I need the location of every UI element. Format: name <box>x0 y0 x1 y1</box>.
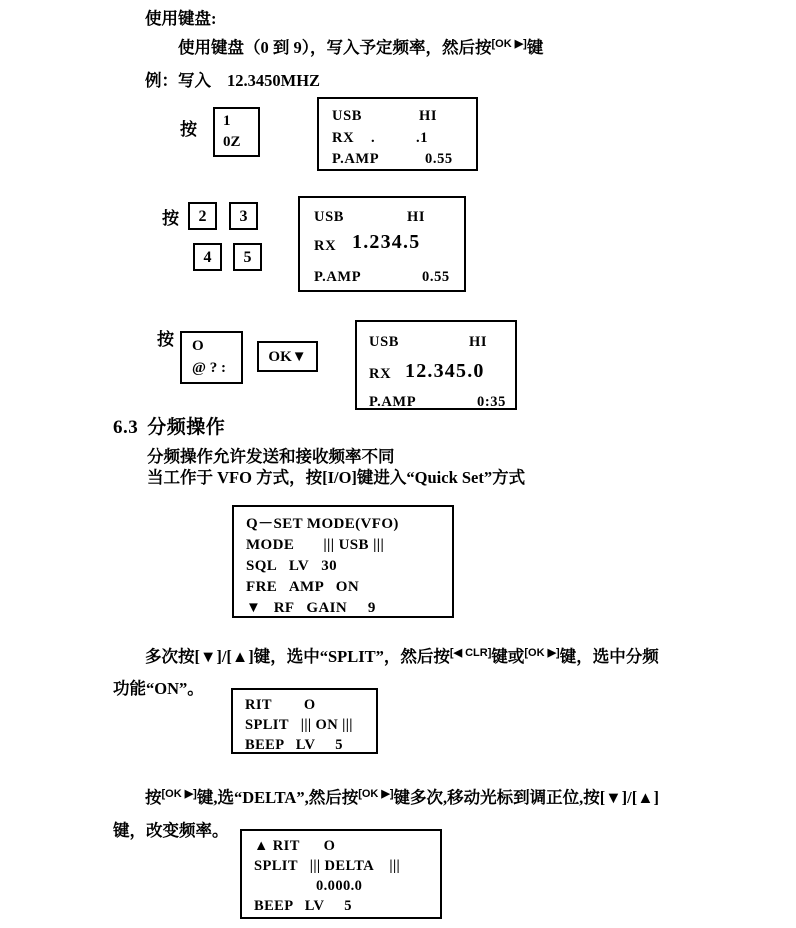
delta-instruction-line2: 键，改变频率。 <box>113 821 229 840</box>
press-label-3: 按 <box>157 330 174 349</box>
lcd1-rx-value: .1 <box>416 130 429 146</box>
clr-key-label: [◀ CLR] <box>449 647 492 659</box>
example-label: 例：写入 <box>145 71 211 90</box>
delta-text-2: 键,选“DELTA”,然后按 <box>196 788 359 807</box>
lcd3-rx-label: RX <box>369 366 392 382</box>
split-instruction-line2: 功能“ON”。 <box>113 679 204 698</box>
delta-line-beep: BEEP LV 5 <box>254 898 352 914</box>
lcd1-rx-dot: . <box>371 130 376 146</box>
ok-key-label: [OK ▶] <box>524 647 560 659</box>
key-top-label: 1 <box>223 113 231 129</box>
rit-line-beep: BEEP LV 5 <box>245 737 343 753</box>
keypad-key-4: 4 <box>193 243 222 271</box>
rit-menu-box <box>231 688 378 754</box>
key-top-label: O <box>192 338 204 354</box>
delta-menu-box <box>240 829 442 919</box>
intro-instruction <box>178 37 543 61</box>
lcd2-amp-value: 0.55 <box>422 269 450 285</box>
lcd3-amp-label: P.AMP <box>369 394 417 410</box>
lcd2-mode: USB <box>314 209 345 225</box>
lcd-display-3 <box>355 320 517 410</box>
section-number: 6.3 <box>113 417 139 438</box>
lcd1-mode: USB <box>332 108 363 124</box>
intro-instruction-tail: 键 <box>526 38 544 57</box>
lcd-display-1 <box>317 97 478 171</box>
ok-key-label: [OK ▶] <box>358 788 394 800</box>
lcd2-rx-value: 1.234.5 <box>352 231 421 253</box>
qset-line-title: Q－SET MODE(VFO) <box>246 516 399 532</box>
delta-line-rit: ▲ RIT O <box>254 838 336 854</box>
ok-key-label: [OK ▶] <box>161 788 197 800</box>
split-instruction <box>145 646 659 670</box>
lcd3-power: HI <box>469 334 488 350</box>
delta-instruction <box>145 787 659 811</box>
lcd1-rx-label: RX <box>332 130 355 146</box>
split-text-4: 键，选中分频 <box>559 647 659 666</box>
keypad-key-2: 2 <box>188 202 217 230</box>
keypad-key-5: 5 <box>233 243 262 271</box>
example-frequency: 12.3450MHZ <box>227 71 321 90</box>
rit-line-rit: RIT O <box>245 697 316 713</box>
keypad-key-3: 3 <box>229 202 258 230</box>
delta-text-4: 键多次,移动光标到调正位,按[▼]/[▲] <box>393 788 660 807</box>
example-line <box>145 70 320 92</box>
qset-menu-box <box>232 505 454 618</box>
lcd2-power: HI <box>407 209 426 225</box>
lcd-display-2 <box>298 196 466 292</box>
key-bottom-label: @ ? : <box>192 360 226 376</box>
keypad-key-o <box>180 331 243 384</box>
intro-instruction-text: 使用键盘（0 到 9），写入予定频率，然后按 <box>178 38 492 57</box>
qset-line-mode: MODE ||| USB ||| <box>246 537 385 553</box>
lcd1-power: HI <box>419 108 438 124</box>
lcd2-amp-label: P.AMP <box>314 269 362 285</box>
lcd3-rx-value: 12.345.0 <box>405 360 485 382</box>
ok-key-button: OK▼ <box>257 341 318 372</box>
lcd2-rx-label: RX <box>314 238 337 254</box>
qset-line-sql: SQL LV 30 <box>246 558 338 574</box>
press-label-2: 按 <box>162 209 179 228</box>
lcd1-amp-label: P.AMP <box>332 151 380 167</box>
keypad-key-1 <box>213 107 260 157</box>
section-heading <box>113 412 225 439</box>
ok-key-label: [OK ▶] <box>491 38 527 50</box>
delta-line-offset: 0.000.0 <box>316 878 363 894</box>
delta-line-split: SPLIT ||| DELTA ||| <box>254 858 401 874</box>
split-text-0: 多次按[▼]/[▲]键，选中“SPLIT”，然后按 <box>145 647 450 666</box>
press-label-1: 按 <box>180 120 197 139</box>
lcd3-mode: USB <box>369 334 400 350</box>
intro-title: 使用键盘: <box>145 9 217 28</box>
lcd1-amp-value: 0.55 <box>425 151 453 167</box>
rit-line-split: SPLIT ||| ON ||| <box>245 717 353 733</box>
qset-line-fre: FRE AMP ON <box>246 579 360 595</box>
section-para-2: 当工作于 VFO 方式，按[I/O]键进入“Quick Set”方式 <box>147 468 526 487</box>
key-bottom-label: 0Z <box>223 134 241 150</box>
lcd3-amp-value: 0:35 <box>477 394 506 410</box>
delta-text-0: 按 <box>145 788 162 807</box>
qset-line-rfgain: ▼ RF GAIN 9 <box>246 600 376 616</box>
section-para-1: 分频操作允许发送和接收频率不同 <box>147 447 395 466</box>
split-text-2: 键或 <box>491 647 525 666</box>
section-title: 分频操作 <box>147 417 226 438</box>
